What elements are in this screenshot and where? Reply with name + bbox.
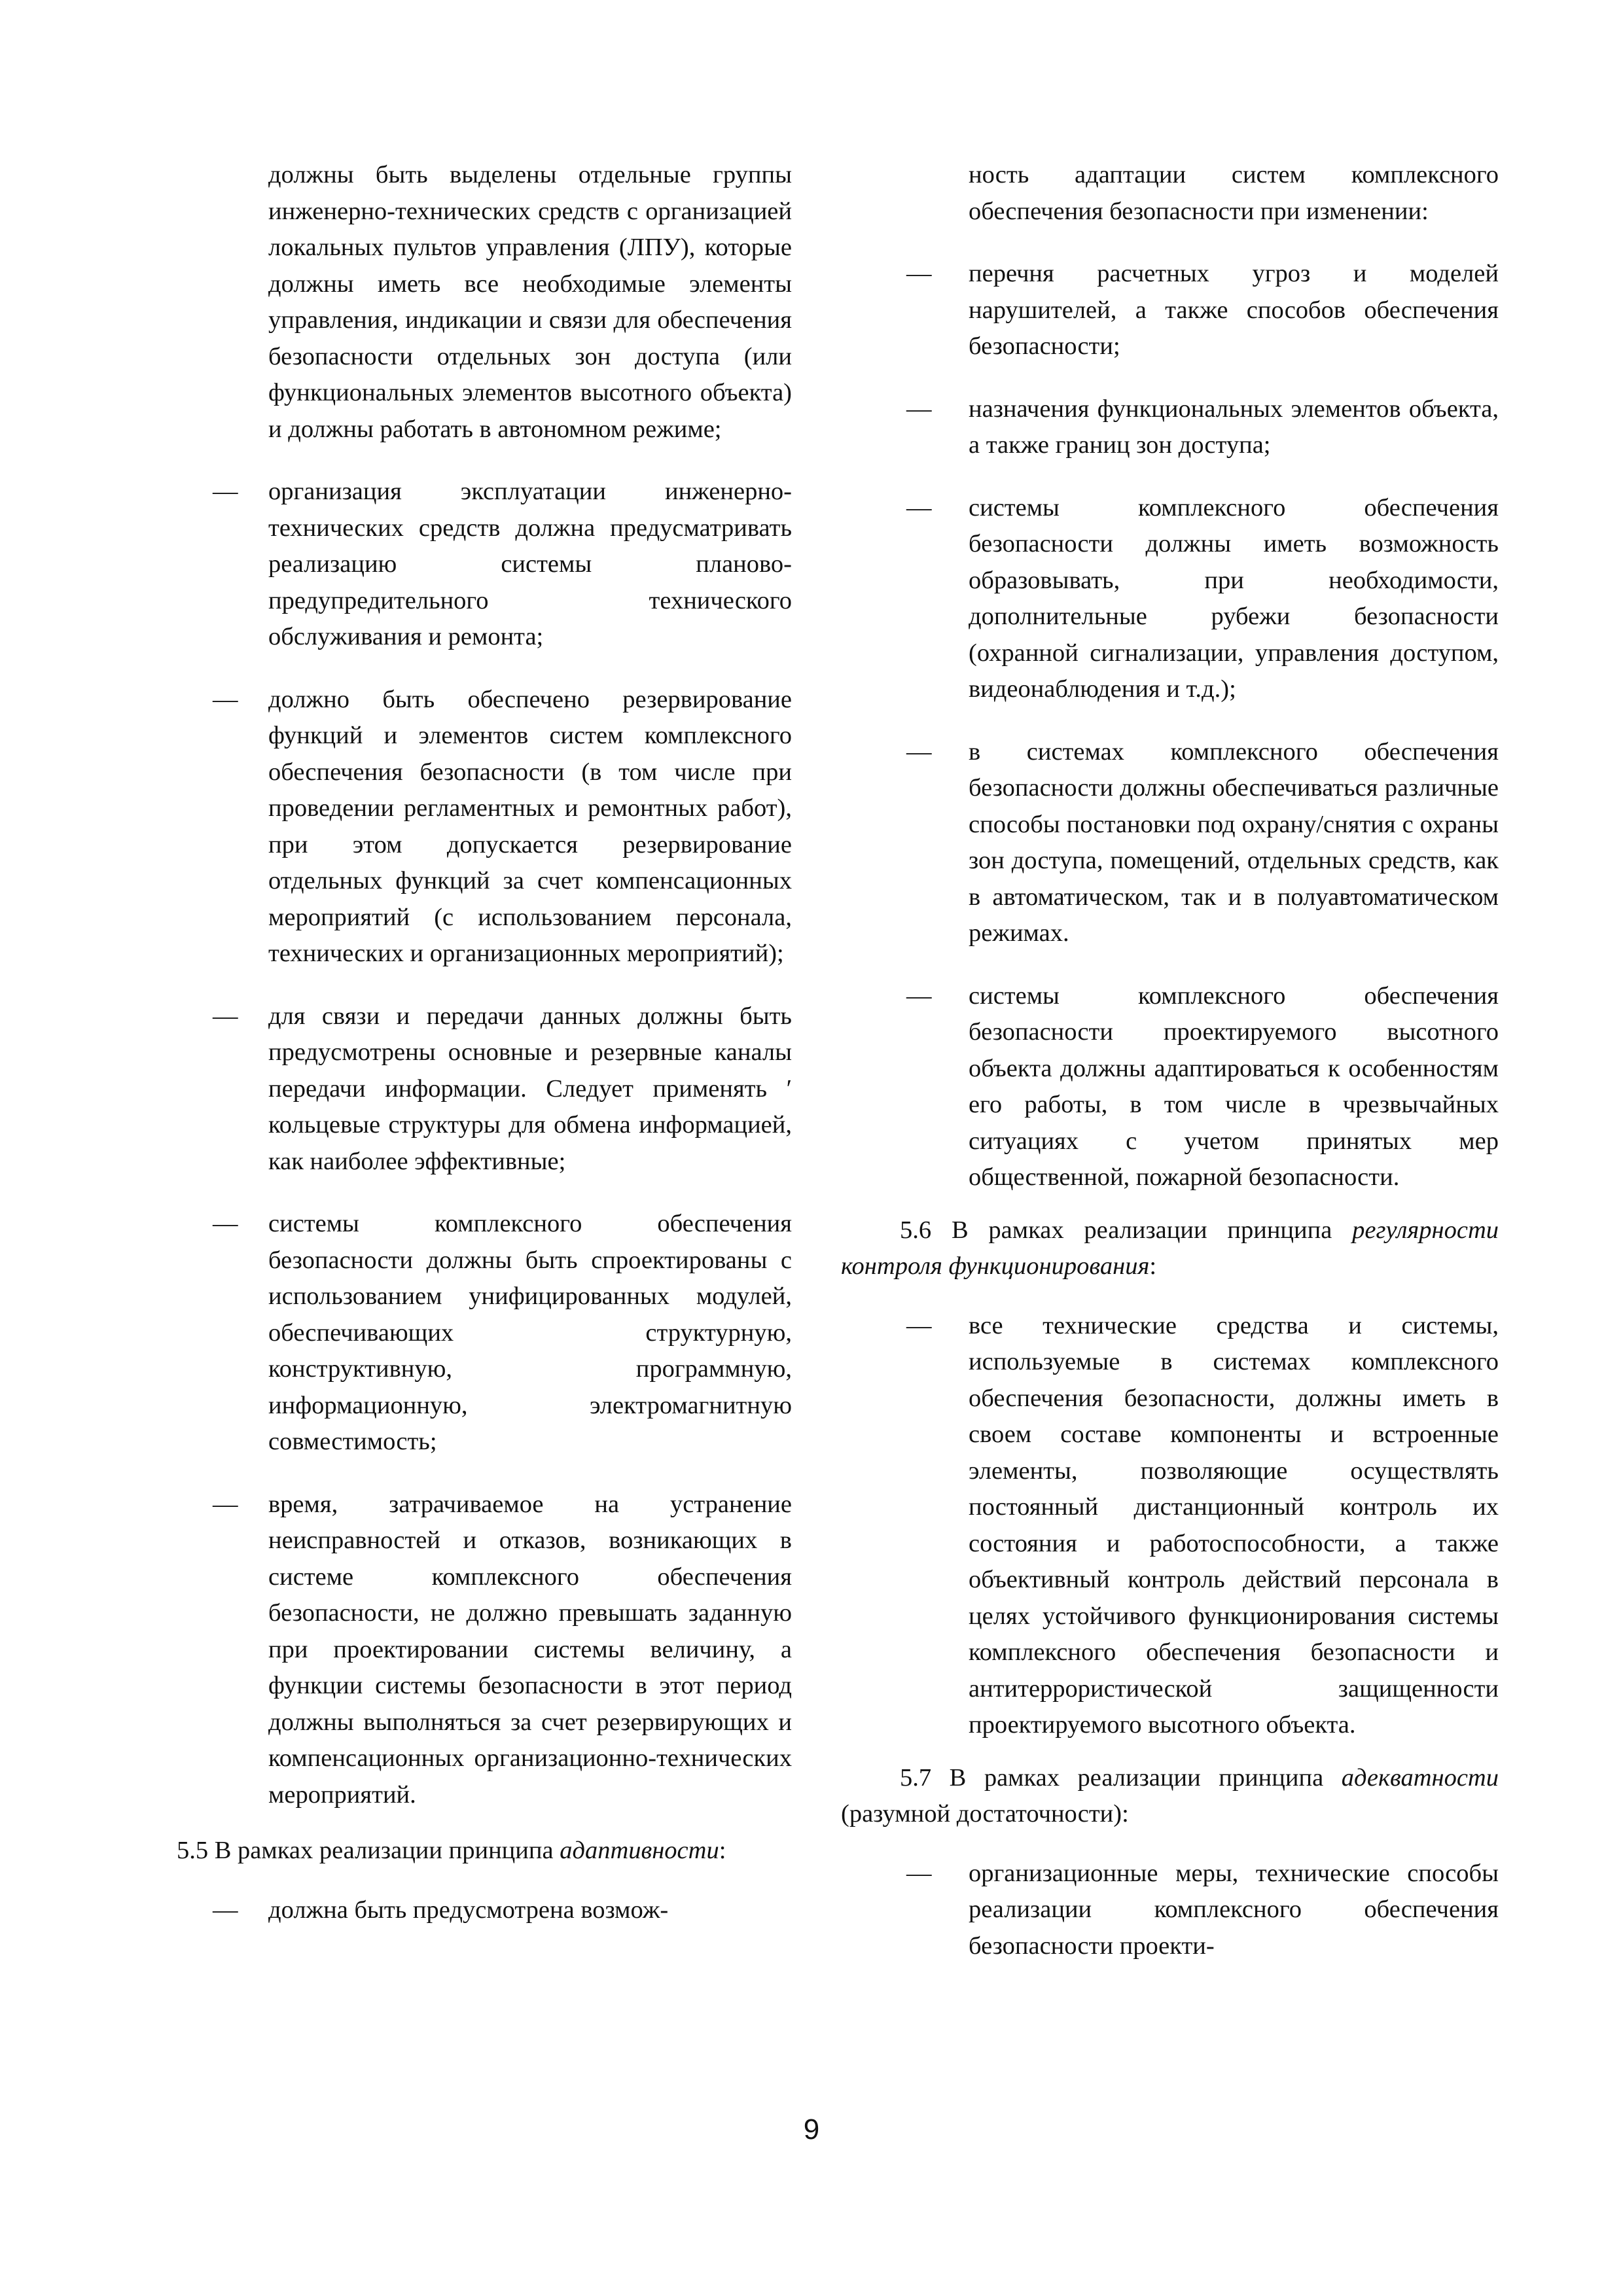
right-column [841,157,1499,1990]
dash-bullet: — [213,1002,238,1030]
list-item-text: назначения функциональных элементов объекта, а также границ зон доступа; [969,395,1499,459]
list-item [841,490,1499,708]
section-lead: В рамках реализации принципа [931,1763,1342,1792]
section-number: 5.7 [900,1763,932,1792]
section-paragraph-5-6 [841,1212,1499,1285]
list-item-text: время, затрачиваемое на устранение неисправностей и отказов, возникающих в системе комплексного обеспечения безопасности, не должно превышать заданную при проектировании системы величину, а функции системы безопасности в этот период должны выполняться за счет резервирующих и компенсационных организационно-технических мероприятий. [268,1490,792,1809]
dash-bullet: — [213,1896,238,1924]
section-emphasis: адекватности [1341,1763,1499,1792]
list-item [841,1856,1499,1965]
section-tail: : [719,1837,726,1864]
list-item-continued [841,157,1499,230]
section-number: 5.6 [900,1216,932,1244]
dash-bullet: — [906,260,932,287]
left-column [124,157,792,1954]
dash-bullet: — [906,1311,932,1339]
list-item [841,256,1499,365]
section-emphasis: адаптивности [560,1837,719,1864]
list-item [124,1487,792,1814]
list-item [841,391,1499,464]
list-item [841,734,1499,952]
list-item-text: в системах комплексного обеспечения безопасности должны обеспечиваться различные способы постановки под охрану/снятия с охраны зон доступа, помещений, отдельных средств, как в автоматическом, так и в полуавтоматическом режимах. [969,737,1499,947]
dash-bullet: — [906,737,932,766]
list-item-text: перечня расчетных угроз и моделей нарушителей, а также способов обеспечения безопасности; [969,260,1499,360]
dash-bullet: — [906,981,932,1010]
list-item-text: системы комплексного обеспечения безопасности должны иметь возможность образовывать, при необходимости, дополнительные рубежи безопасности (охранной сигнализации, управления доступом, видеонаблюдения и т.д.); [969,493,1499,703]
list-item [841,978,1499,1196]
section-tail: : [1149,1252,1157,1280]
list-item [841,1308,1499,1744]
list-item-text: системы комплексного обеспечения безопасности должны быть спроектированы с использованием унифицированных модулей, обеспечивающих структурную, конструктивную, программную, информационную, электромагнитную совместимость; [268,1210,792,1455]
list-item-text: должна быть предусмотрена возмож- [268,1896,669,1924]
dash-bullet: — [906,395,932,423]
section-lead: В рамках реализации принципа [208,1837,560,1864]
list-item-text: организационные меры, технические способы реализации комплексного обеспечения безопасности проекти- [969,1859,1499,1960]
list-item-text: должно быть обеспечено резервирование функций и элементов систем комплексного обеспечения безопасности (в том числе при проведении регламентных и ремонтных работ), при этом допускается резервирование отдельных функций за счет компенсационных мероприятий (с использованием персонала, технических и организационных мероприятий); [268,685,792,967]
dash-bullet: — [213,478,238,505]
section-paragraph-5-7 [841,1760,1499,1833]
dash-bullet: — [213,1210,238,1237]
section-tail: (разумной достаточности): [841,1800,1129,1828]
list-item [124,1206,792,1460]
section-emphasis: регулярности контроля функционирования [841,1216,1499,1280]
list-item-text: для связи и передачи данных должны быть предусмотрены основные и резервные каналы передачи информации. Следует применять ′ кольцевые структуры для обмена информацией, как наиболее эффективные; [268,1002,792,1175]
dash-bullet: — [213,1490,238,1518]
list-item-continued [124,157,792,448]
dash-bullet: — [906,1859,932,1887]
list-item-text: организация эксплуатации инженерно-технических средств должна предусматривать реализацию системы планово-предупредительного технического обслуживания и ремонта; [268,478,792,650]
dash-bullet: — [213,685,238,713]
list-item-text: должны быть выделены отдельные группы инженерно-технических средств с организацией локальных пультов управления (ЛПУ), которые должны иметь все необходимые элементы управления, индикации и связи для обеспечения безопасности отдельных зон доступа (или функциональных элементов высотного объекта) и должны работать в автономном режиме; [268,161,792,443]
page-number: 9 [803,2113,820,2146]
list-item-text: все технические средства и системы, используемые в системах комплексного обеспечения безопасности, должны иметь в своем составе компоненты и встроенные элементы, позволяющие осуществлять постоянный дистанционный контроль их состояния и работоспособности, а также объективный контроль действий персонала в целях устойчивого функционирования системы комплексного обеспечения безопасности и антитеррористической защищенности проектируемого высотного объекта. [969,1311,1499,1739]
section-paragraph-5-5 [124,1833,792,1869]
section-lead: В рамках реализации принципа [931,1216,1353,1244]
list-item [124,1892,792,1929]
list-item-text: системы комплексного обеспечения безопасности проектируемого высотного объекта должны адаптироваться к особенностям его работы, в том числе в чрезвычайных ситуациях с учетом принятых мер общественной, пожарной безопасности. [969,981,1499,1191]
list-item [124,998,792,1180]
section-number: 5.5 [177,1837,209,1864]
list-item [124,474,792,656]
dash-bullet: — [906,493,932,521]
list-item-text: ность адаптации систем комплексного обеспечения безопасности при изменении: [969,161,1499,225]
list-item [124,682,792,972]
